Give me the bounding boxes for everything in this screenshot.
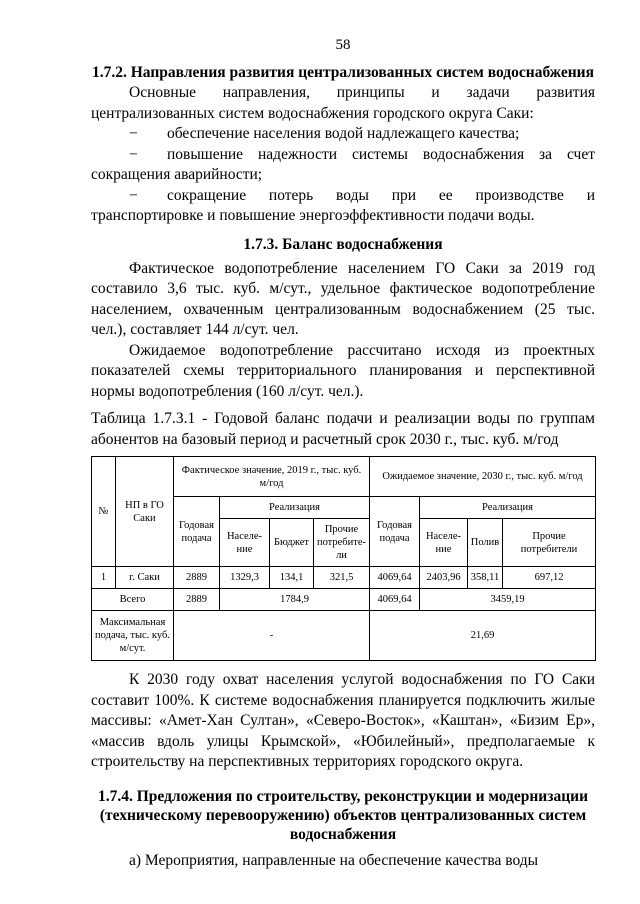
header-other-consumers: Прочие потребите-ли (314, 519, 370, 567)
section-heading-1-7-2: 1.7.2. Направления развития централизованных систем водоснабжения (92, 64, 594, 81)
cell-value: 134,1 (270, 567, 314, 589)
cell-value: - (174, 611, 370, 661)
cell-settlement: г. Саки (116, 567, 174, 589)
table-row (92, 567, 596, 589)
list-item-text: обеспечение населения водой надлежащего качества; (167, 125, 520, 142)
cell-value: 3459,19 (420, 589, 596, 611)
cell-value: 358,11 (468, 567, 503, 589)
header-settlement: НП в ГО Саки (116, 457, 174, 567)
header-population: Населе-ние (220, 519, 270, 567)
water-balance-table (91, 456, 596, 661)
cell-value: 4069,64 (370, 567, 420, 589)
header-realization: Реализация (420, 497, 596, 519)
table-caption-line-1: Таблица 1.7.3.1 - Годовой баланс подачи и реализации воды по группам (91, 410, 595, 427)
cell-value: 321,5 (314, 567, 370, 589)
dash-marker: − (129, 125, 138, 142)
cell-value: 1784,9 (220, 589, 370, 611)
table-caption-line-2: абонентов на базовый период и расчетный срок 2030 г., тыс. куб. м/год (91, 430, 559, 448)
header-number: № (92, 457, 116, 567)
table-max-row (92, 611, 596, 661)
list-item-text: сокращение потерь воды при ее производстве и транспортировке и повышение энергоэффективности подачи воды. (91, 186, 595, 224)
header-annual-supply: Годовая подача (174, 497, 220, 567)
cell-max-label: Максимальная подача, тыс. куб. м/сут. (92, 611, 174, 661)
paragraph-actual-consumption: Фактическое водопотребление населением ГО Саки за 2019 год составило 3,6 тыс. куб. м/сут., удельное фактическое водопотребление населением, охваченным централизованным водоснабжением (25 тыс. чел.), составляет 144 л/сут. чел. (91, 259, 595, 338)
paragraph-intro: Основные направления, принципы и задачи развития централизованных систем водоснабжения городского округа Саки: (91, 84, 595, 122)
page-number: 58 (335, 37, 351, 53)
paragraph-expected-consumption: Ожидаемое водопотребление рассчитано исходя из проектных показателей схемы территориального планирования и перспективной нормы водопотребления (160 л/сут. чел.). (91, 341, 595, 400)
section-heading-1-7-3: 1.7.3. Баланс водоснабжения (243, 235, 443, 253)
header-annual-supply: Годовая подача (370, 497, 420, 567)
cell-value: 2889 (174, 589, 220, 611)
cell-value: 1329,3 (220, 567, 270, 589)
header-realization: Реализация (220, 497, 370, 519)
cell-value: 4069,64 (370, 589, 420, 611)
paragraph-item-a: а) Мероприятия, направленные на обеспечение качества воды (129, 851, 539, 869)
dash-marker: − (129, 186, 138, 204)
cell-number: 1 (92, 567, 116, 589)
header-population: Населе-ние (420, 519, 468, 567)
paragraph-coverage-2030: К 2030 году охват населения услугой водоснабжения по ГО Саки составит 100%. К системе водоснабжения планируется подключить жилые массивы: «Амет-Хан Султан», «Северо-Восток», «Каштан», «Бизим Ер», «массив вдоль улицы Крымской», «Юбилейный», предполагаемые к строительству на перспективных территориях городского округа. (91, 671, 595, 770)
cell-value: 2889 (174, 567, 220, 589)
list-item (91, 186, 595, 227)
section-heading-1-7-4: 1.7.4. Предложения по строительству, реконструкции и модернизации (техническому перевооружению) объектов централизованных систем водоснабжения (97, 787, 589, 843)
list-item-text: повышение надежности системы водоснабжения за счет сокращения аварийности; (91, 145, 595, 183)
header-actual-2019: Фактическое значение, 2019 г., тыс. куб. м/год (174, 457, 370, 497)
list-item (91, 124, 595, 145)
header-other-consumers: Прочие потребители (503, 519, 596, 567)
cell-value: 21,69 (370, 611, 596, 661)
dash-marker: − (129, 145, 138, 163)
header-watering: Полив (468, 519, 503, 567)
table-total-row (92, 589, 596, 611)
document-page (91, 0, 595, 871)
cell-value: 2403,96 (420, 567, 468, 589)
header-expected-2030: Ожидаемое значение, 2030 г., тыс. куб. м/год (370, 457, 596, 497)
cell-value: 697,12 (503, 567, 596, 589)
header-budget: Бюджет (270, 519, 314, 567)
cell-total-label: Всего (92, 589, 174, 611)
table-header-row (92, 457, 596, 497)
list-item (91, 145, 595, 186)
